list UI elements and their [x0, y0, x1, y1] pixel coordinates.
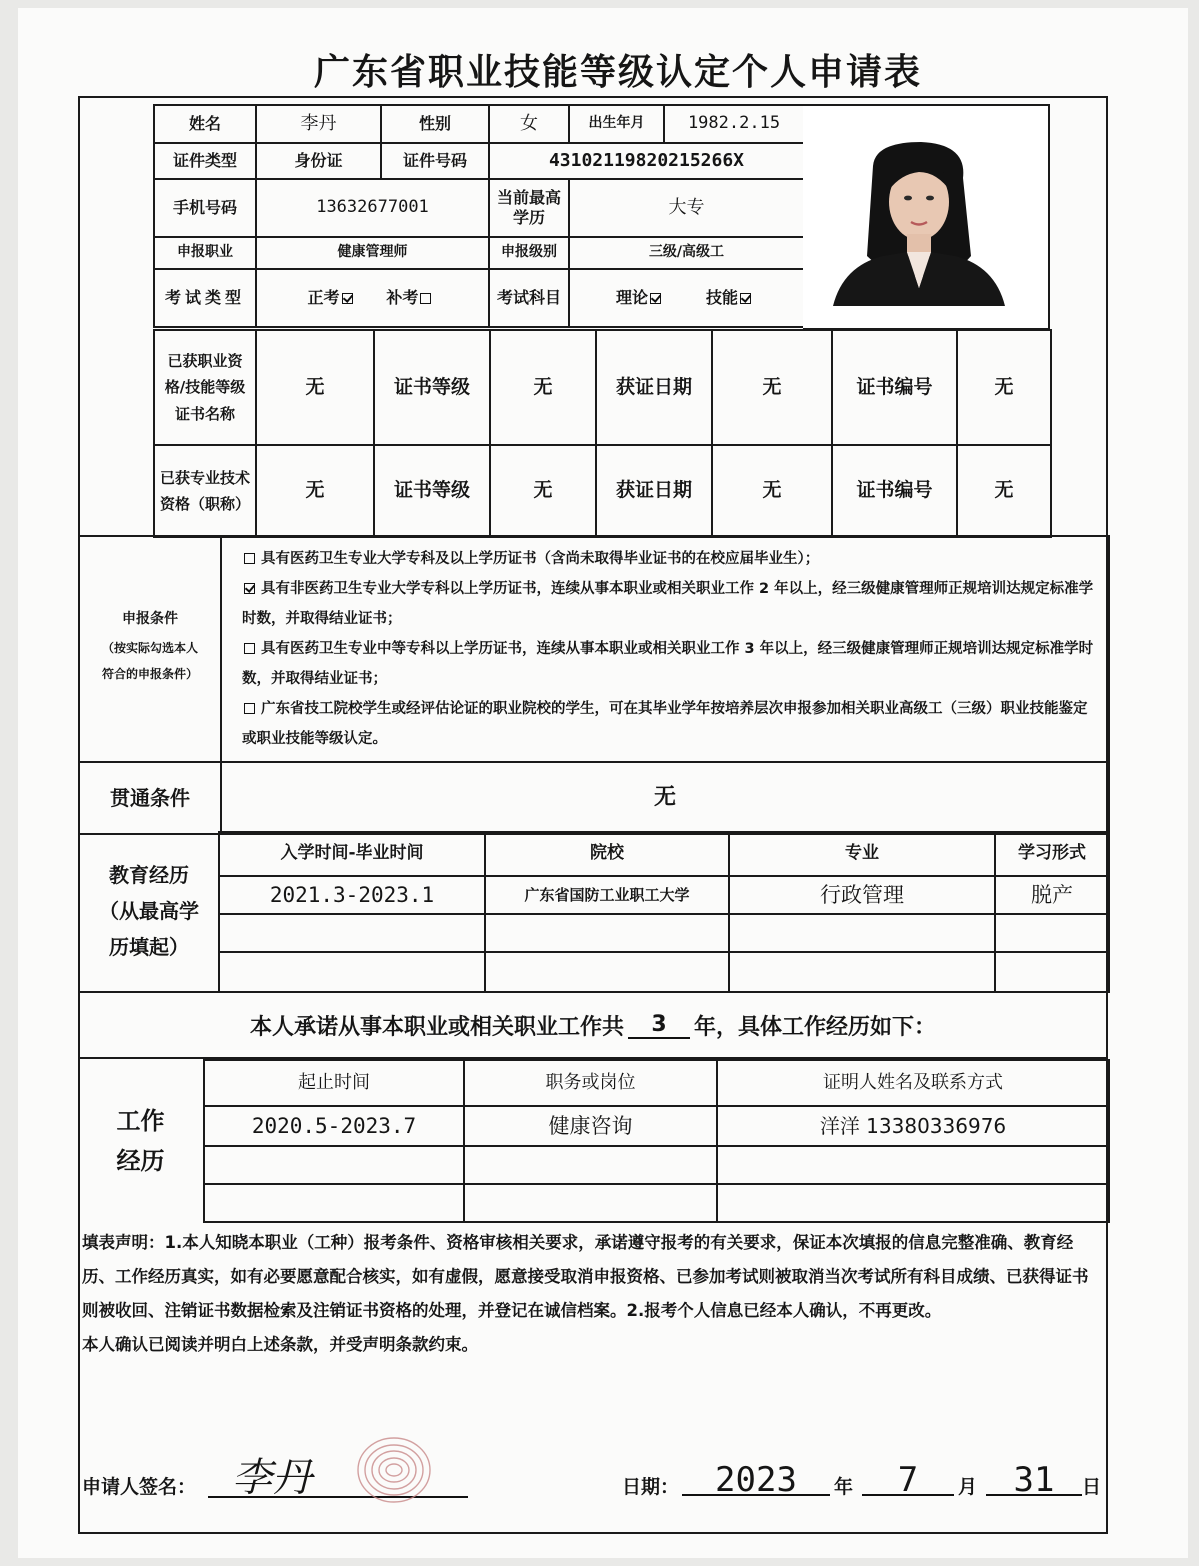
exam-type-options [256, 269, 489, 327]
edu-major [729, 914, 995, 952]
declaration-confirm: 本人确认已阅读并明白上述条款，并受声明条款约束。 [82, 1335, 478, 1354]
conditions-label-cell [79, 536, 221, 762]
checkbox-checked-icon [650, 293, 661, 304]
signature-row [82, 1455, 1102, 1508]
education-row [219, 876, 1109, 914]
qual-no-label: 证书编号 [832, 445, 957, 537]
form-sheet [18, 8, 1188, 1558]
exam-type-label: 考试类型 [154, 269, 256, 327]
work-row [204, 1184, 1109, 1222]
commitment-suffix: 年，具体工作经历如下： [694, 1014, 937, 1040]
qual-name: 无 [256, 445, 374, 537]
qual-row-label: 已获专业技术资格（职称） [154, 445, 256, 537]
edu-major [729, 952, 995, 992]
work-period [204, 1184, 464, 1222]
phone-value: 13632677001 [256, 179, 489, 237]
education-row [219, 914, 1109, 952]
date-month-unit: 月 [958, 1476, 978, 1498]
through-value: 无 [221, 762, 1109, 834]
edu-school [485, 952, 729, 992]
checkbox-empty-icon[interactable] [244, 643, 255, 654]
work-col-reference: 证明人姓名及联系方式 [717, 1060, 1109, 1106]
form-title: 广东省职业技能等级认定个人申请表 [313, 52, 922, 93]
condition-item-4: 广东省技工院校学生或经评估论证的职业院校的学生，可在其毕业学年按培养层次申报参加相关职业高级工（三级）职业技能鉴定或职业技能等级认定。 [242, 701, 1088, 747]
date-label: 日期： [622, 1476, 680, 1498]
qual-date: 无 [712, 445, 832, 537]
name-value: 李丹 [256, 105, 381, 143]
edu-major: 行政管理 [729, 876, 995, 914]
qual-name: 无 [256, 330, 374, 445]
exam-subject-label: 考试科目 [489, 269, 569, 327]
date-year-unit: 年 [834, 1476, 854, 1498]
exam-subject-theory[interactable]: 理论 [616, 288, 673, 307]
date-day: 31 [986, 1460, 1082, 1496]
checkbox-empty-icon[interactable] [244, 703, 255, 714]
edu-period: 2021.3-2023.1 [219, 876, 485, 914]
edu-mode [995, 914, 1109, 952]
commitment-prefix: 本人承诺从事本职业或相关职业工作共 [249, 1014, 624, 1040]
declaration [82, 1226, 1102, 1362]
qual-grade: 无 [490, 445, 596, 537]
level-value: 三级/高级工 [569, 237, 804, 269]
work-table [203, 1059, 1110, 1223]
qualification-row-technical [154, 445, 1051, 537]
work-period [204, 1146, 464, 1184]
occupation-value: 健康管理师 [256, 237, 489, 269]
work-period: 2020.5-2023.7 [204, 1106, 464, 1146]
qual-row-label: 已获职业资格/技能等级证书名称 [154, 330, 256, 445]
qual-date-label: 获证日期 [596, 330, 712, 445]
education-label: 教育经历（从最高学历填起） [99, 863, 199, 959]
education-header [219, 832, 1109, 876]
work-col-position: 职务或岗位 [464, 1060, 717, 1106]
occupation-label: 申报职业 [154, 237, 256, 269]
gender-label: 性别 [381, 105, 489, 143]
condition-item-3: 具有医药卫生专业中等专科以上学历证书，连续从事本职业或相关职业工作 3 年以上，经三级健康管理师正规培训达规定标准学时数，并取得结业证书； [242, 641, 1094, 687]
education-table [218, 831, 1110, 993]
edu-school: 广东省国防工业职工大学 [485, 876, 729, 914]
work-row [204, 1146, 1109, 1184]
work-header [204, 1060, 1109, 1106]
qual-date: 无 [712, 330, 832, 445]
conditions-label: 申报条件 [122, 611, 178, 628]
qualifications-table [153, 329, 1052, 538]
commitment-years: 3 [628, 1012, 690, 1039]
work-position [464, 1184, 717, 1222]
checkbox-checked-icon [342, 293, 353, 304]
conditions-sublabel: （按实际勾选本人符合的申报条件） [101, 640, 198, 681]
birth-value: 1982.2.15 [664, 105, 804, 143]
id-type-label: 证件类型 [154, 143, 256, 179]
qual-grade-label: 证书等级 [374, 330, 490, 445]
phone-label: 手机号码 [154, 179, 256, 237]
qual-no: 无 [957, 330, 1051, 445]
name-label: 姓名 [154, 105, 256, 143]
checkbox-checked-icon [740, 293, 751, 304]
checkbox-empty-icon [420, 293, 431, 304]
qualification-row-professional [154, 330, 1051, 445]
edu-period [219, 952, 485, 992]
checkbox-empty-icon[interactable] [244, 553, 255, 564]
work-row [204, 1106, 1109, 1146]
edu-mode [995, 952, 1109, 992]
applicant-photo [803, 104, 1050, 330]
edu-col-school: 院校 [485, 832, 729, 876]
condition-item-2: 具有非医药卫生专业大学专科以上学历证书，连续从事本职业或相关职业工作 2 年以上，经三级健康管理师正规培训达规定标准学时数，并取得结业证书； [242, 581, 1094, 627]
date-day-unit: 日 [1082, 1476, 1102, 1498]
edu-value: 大专 [569, 179, 804, 237]
work-position: 健康咨询 [464, 1106, 717, 1146]
exam-subject-skill[interactable]: 技能 [706, 288, 757, 307]
id-type-value: 身份证 [256, 143, 381, 179]
exam-subject-options [569, 269, 804, 327]
work-reference [717, 1184, 1109, 1222]
exam-type-bukao[interactable]: 补考 [386, 288, 437, 307]
work-reference [717, 1146, 1109, 1184]
through-label: 贯通条件 [79, 762, 221, 834]
edu-col-mode: 学习形式 [995, 832, 1109, 876]
work-reference: 洋洋 13380336976 [717, 1106, 1109, 1146]
edu-col-period: 入学时间-毕业时间 [219, 832, 485, 876]
edu-period [219, 914, 485, 952]
qual-grade-label: 证书等级 [374, 445, 490, 537]
fingerprint-stamp [350, 1430, 440, 1510]
work-col-period: 起止时间 [204, 1060, 464, 1106]
date-year: 2023 [682, 1460, 830, 1496]
applicant-portrait [803, 106, 1048, 328]
work-position [464, 1146, 717, 1184]
work-label: 工作经历 [116, 1107, 165, 1175]
basic-info-table [153, 104, 805, 328]
conditions-table [78, 535, 1110, 835]
checkbox-checked-icon[interactable] [244, 583, 255, 594]
signature-label: 申请人签名： [82, 1476, 197, 1498]
commitment-line [78, 991, 1108, 1059]
edu-school [485, 914, 729, 952]
edu-col-major: 专业 [729, 832, 995, 876]
declaration-text: 填表声明：1.本人知晓本职业（工种）报考条件、资格审核相关要求，承诺遵守报考的有关要求，保证本次填报的信息完整准确、教育经历、工作经历真实，如有必要愿意配合核实，如有虚假，愿意接受取消申报资格、已参加考试则被取消当次考试所有科目成绩、已获得证书则被收回、注销证书数据检索及注销证书资格的处理，并登记在诚信档案。2.报考个人信息已经本人确认，不再更改。 [82, 1233, 1089, 1320]
exam-type-zhengkao[interactable]: 正考 [308, 288, 365, 307]
education-row [219, 952, 1109, 992]
qual-grade: 无 [490, 330, 596, 445]
birth-label: 出生年月 [569, 105, 664, 143]
edu-label: 当前最高学历 [489, 179, 569, 237]
qual-no: 无 [957, 445, 1051, 537]
condition-item-1: 具有医药卫生专业大学专科及以上学历证书（含尚未取得毕业证书的在校应届毕业生）； [242, 544, 1094, 574]
qual-no-label: 证书编号 [832, 330, 957, 445]
id-no-value: 43102119820215266X [489, 143, 804, 179]
qual-date-label: 获证日期 [596, 445, 712, 537]
gender-value: 女 [489, 105, 569, 143]
id-no-label: 证件号码 [381, 143, 489, 179]
level-label: 申报级别 [489, 237, 569, 269]
edu-mode: 脱产 [995, 876, 1109, 914]
applicant-signature: 李丹 [232, 1455, 312, 1501]
conditions-list [221, 536, 1109, 762]
date-month: 7 [862, 1460, 954, 1496]
